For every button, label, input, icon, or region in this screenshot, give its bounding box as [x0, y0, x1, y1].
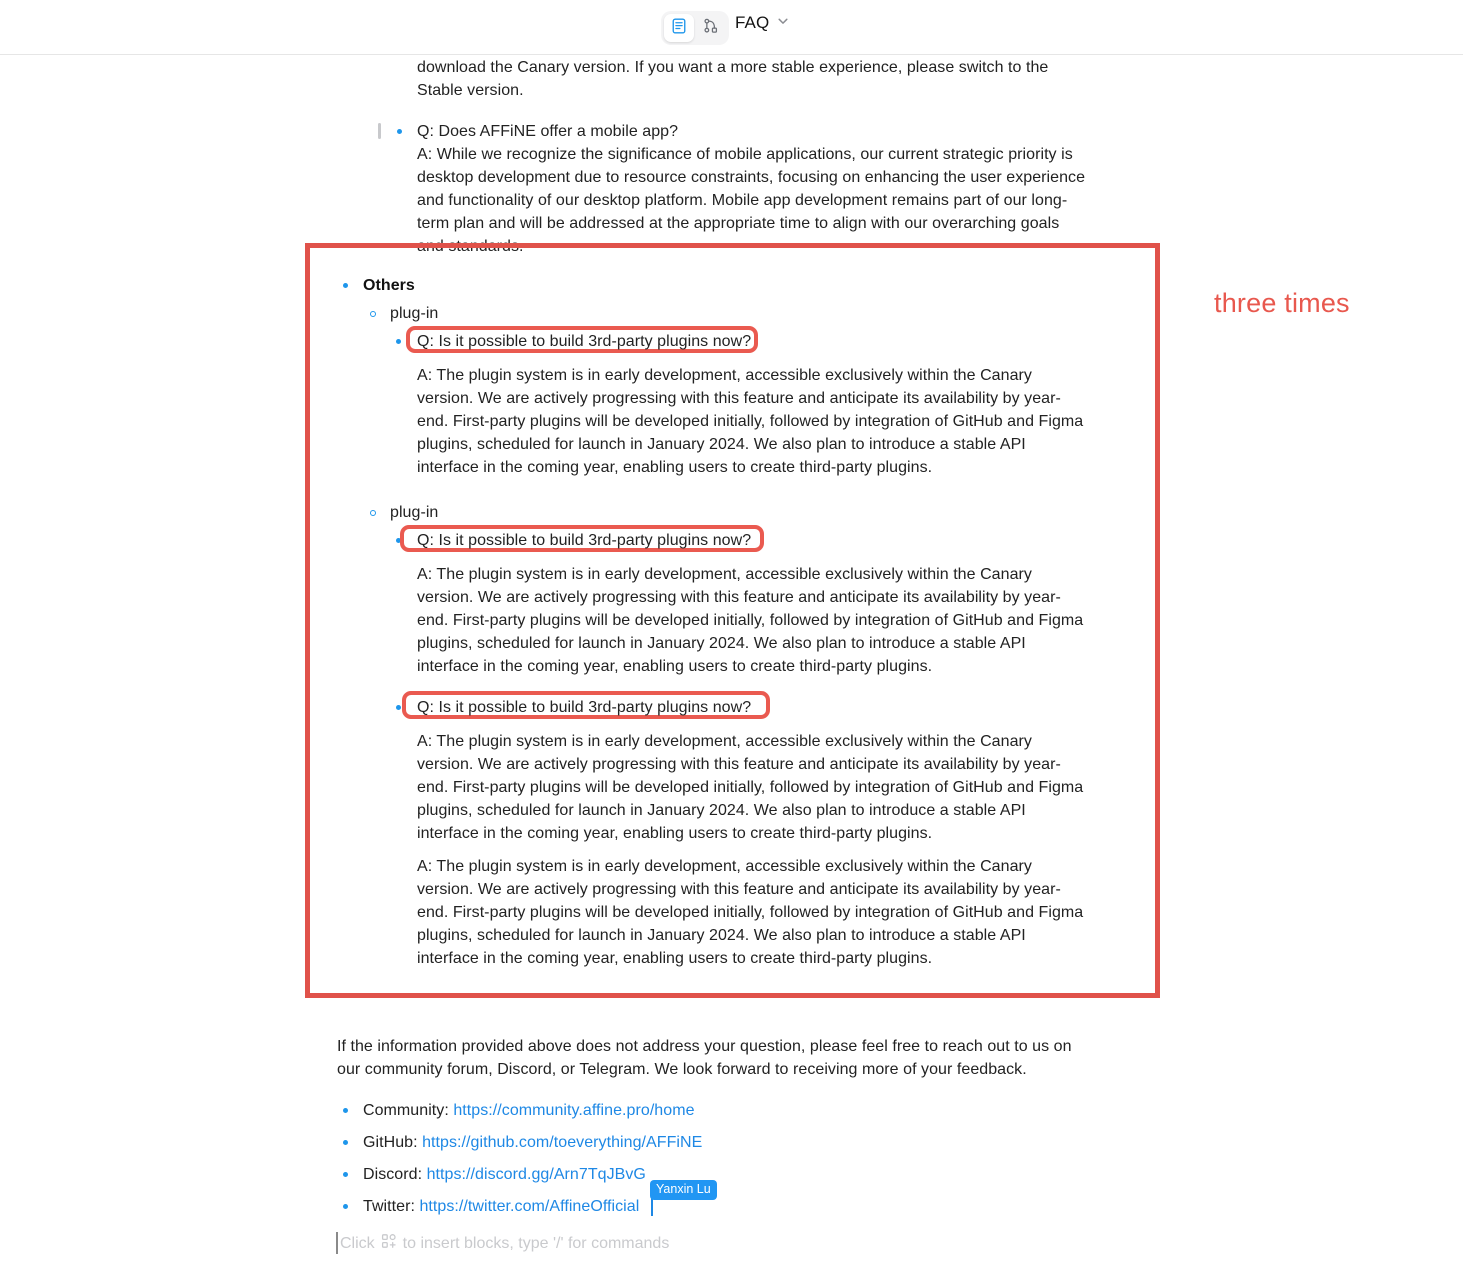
question-3[interactable]: Q: Is it possible to build 3rd-party plugins now? [417, 699, 752, 716]
community-link[interactable]: https://community.affine.pro/home [453, 1102, 695, 1119]
list-item-twitter[interactable] [363, 1195, 639, 1218]
list-bullet [343, 283, 348, 288]
page-icon [670, 17, 688, 40]
doc-title-dropdown[interactable] [735, 13, 790, 33]
edgeless-mode-button[interactable] [696, 14, 726, 42]
mode-switcher[interactable] [661, 11, 729, 45]
list-bullet [343, 1204, 348, 1209]
list-bullet [343, 1172, 348, 1177]
others-heading[interactable]: Others [363, 277, 415, 294]
list-bullet [343, 1108, 348, 1113]
insert-block-icon[interactable] [381, 1233, 397, 1254]
list-item-github[interactable] [363, 1131, 702, 1154]
text-caret [336, 1232, 338, 1254]
top-toolbar [0, 0, 1463, 55]
answer-1[interactable]: A: The plugin system is in early development, accessible exclusively within the Canary version. We are actively progressing with this feature and anticipate its availability by year-end. First-party plugins will be developed initially, followed by integration of GitHub and Figma plugins, scheduled for launch in January 2024. We also plan to introduce a stable API interface in the coming year, enabling users to create third-party plugins. [417, 367, 1084, 476]
mobile-app-answer[interactable]: A: While we recognize the significance of mobile applications, our current strategic priority is desktop development due to resource constraints, focusing on enhancing the user experience and functionality of our desktop platform. Mobile app development remains part of our long-term plan and will be addressed at the appropriate time to align with our overarching goals and standards. [417, 146, 1086, 255]
answer-3[interactable]: A: The plugin system is in early development, accessible exclusively within the Canary version. We are actively progressing with this feature and anticipate its availability by year-end. First-party plugins will be developed initially, followed by integration of GitHub and Figma plugins, scheduled for launch in January 2024. We also plan to introduce a stable API interface in the coming year, enabling users to create third-party plugins. [417, 733, 1084, 842]
remote-cursor-label: Yanxin Lu [650, 1180, 717, 1200]
doc-title: FAQ [735, 13, 770, 32]
empty-block-placeholder[interactable] [340, 1233, 669, 1254]
plugin-label-1[interactable]: plug-in [390, 305, 439, 322]
intro-paragraph[interactable]: download the Canary version. If you want a more stable experience, please switch to the Stable version. [417, 59, 1049, 99]
page-mode-button[interactable] [664, 14, 694, 42]
annotation-label-three-times: three times [1214, 288, 1350, 318]
twitter-link[interactable]: https://twitter.com/AffineOfficial [419, 1198, 640, 1215]
question-1[interactable]: Q: Is it possible to build 3rd-party plugins now? [417, 333, 752, 350]
discord-label: Discord: [363, 1166, 423, 1183]
list-bullet [396, 705, 401, 710]
list-bullet-ring [370, 311, 376, 317]
chevron-down-icon[interactable] [776, 14, 790, 33]
drag-handle[interactable] [378, 123, 381, 139]
discord-link[interactable]: https://discord.gg/Arn7TqJBvG [426, 1166, 646, 1183]
list-bullet [397, 129, 402, 134]
plugin-label-2[interactable]: plug-in [390, 504, 439, 521]
answer-2[interactable]: A: The plugin system is in early development, accessible exclusively within the Canary version. We are actively progressing with this feature and anticipate its availability by year-end. First-party plugins will be developed initially, followed by integration of GitHub and Figma plugins, scheduled for launch in January 2024. We also plan to introduce a stable API interface in the coming year, enabling users to create third-party plugins. [417, 566, 1084, 675]
community-label: Community: [363, 1102, 449, 1119]
placeholder-text-after: to insert blocks, type '/' for commands [402, 1234, 670, 1252]
placeholder-text-before: Click [340, 1234, 375, 1252]
list-bullet [343, 1140, 348, 1145]
list-item-community[interactable] [363, 1099, 695, 1122]
mobile-app-question[interactable]: Q: Does AFFiNE offer a mobile app? [417, 123, 679, 140]
list-bullet [396, 339, 401, 344]
github-link[interactable]: https://github.com/toeverything/AFFiNE [422, 1134, 703, 1151]
closing-paragraph[interactable]: If the information provided above does not address your question, please feel free to reach out to us on our community forum, Discord, or Telegram. We look forward to receiving more of your feedback. [337, 1038, 1072, 1078]
question-2[interactable]: Q: Is it possible to build 3rd-party plugins now? [417, 532, 752, 549]
twitter-label: Twitter: [363, 1198, 415, 1215]
github-label: GitHub: [363, 1134, 418, 1151]
answer-4[interactable]: A: The plugin system is in early development, accessible exclusively within the Canary version. We are actively progressing with this feature and anticipate its availability by year-end. First-party plugins will be developed initially, followed by integration of GitHub and Figma plugins, scheduled for launch in January 2024. We also plan to introduce a stable API interface in the coming year, enabling users to create third-party plugins. [417, 858, 1084, 967]
edgeless-icon [702, 17, 720, 40]
list-bullet-ring [370, 510, 376, 516]
list-item-discord[interactable] [363, 1163, 646, 1186]
